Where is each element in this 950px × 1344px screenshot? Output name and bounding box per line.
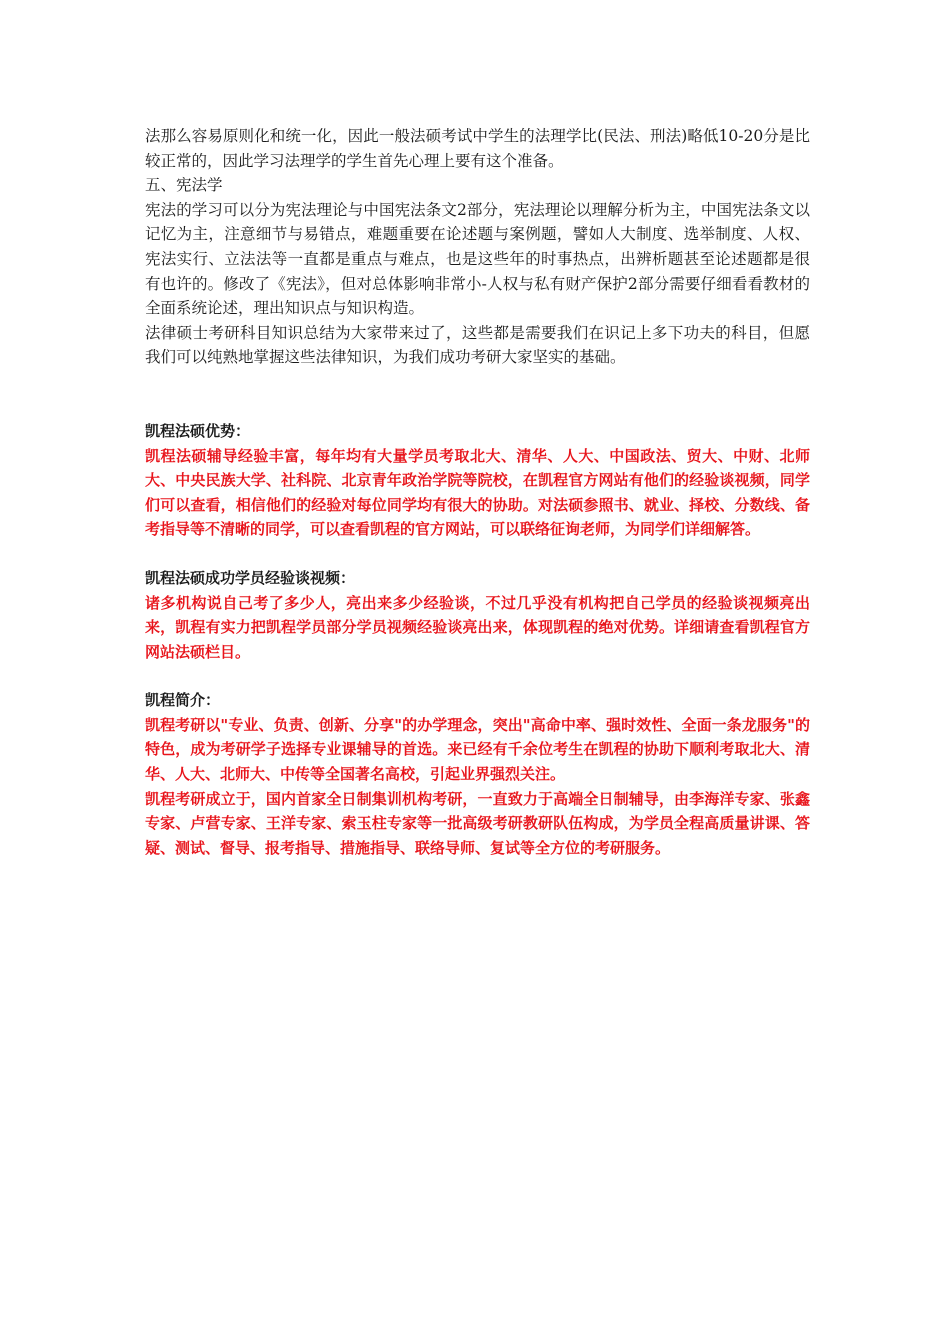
- spacer: [145, 370, 810, 419]
- advantage-heading: 凯程法硕优势：: [145, 421, 251, 440]
- intro-paragraph-jurisprudence: 法那么容易原则化和统一化，因此一般法硕考试中学生的法理学比(民法、刑法)略低10-20分是比较正常的，因此学习法理学的学生首先心理上要有这个准备。: [145, 127, 810, 170]
- kaicheng-intro-paragraph: 凯程考研以"专业、负责、创新、分享"的办学理念，突出"高命中率、强时效性、全面一条龙服务"的特色，成为考研学子选择专业课辅导的首选。来已经有千余位考生在凯程的协助下顺利考取北大、清华、人大、北师大、中传等全国著名高校，引起业界强烈关注。: [145, 715, 810, 784]
- videos-heading: 凯程法硕成功学员经验谈视频：: [145, 568, 356, 587]
- videos-text: 诸多机构说自己考了多少人，亮出来多少经验谈，不过几乎没有机构把自己学员的经验谈视频亮出来，凯程有实力把凯程学员部分学员视频经验谈亮出来，体现凯程的绝对优势。详细请查看凯程官方网站法硕栏目。: [145, 593, 810, 661]
- kaicheng-intro-paragraph: 凯程考研成立于，国内首家全日制集训机构考研，一直致力于高端全日制辅导，由李海洋专家、张鑫专家、卢营专家、王洋专家、索玉柱专家等一批高级考研教研队伍构成，为学员全程高质量讲课、答疑、测试、督导、报考指导、措施指导、联络导师、复试等全方位的考研服务。: [145, 789, 810, 857]
- kaicheng-intro-heading: 凯程简介：: [145, 691, 221, 710]
- document-page: [145, 124, 810, 860]
- spacer: [145, 664, 810, 688]
- spacer: [145, 542, 810, 566]
- section-heading-constitution: 五、宪法学: [145, 176, 223, 195]
- intro-paragraph-summary: 法律硕士考研科目知识总结为大家带来过了，这些都是需要我们在识记上多下功夫的科目，但愿我们可以纯熟地掌握这些法律知识，为我们成功考研大家坚实的基础。: [145, 323, 810, 367]
- intro-paragraph-constitution: 宪法的学习可以分为宪法理论与中国宪法条文2部分，宪法理论以理解分析为主，中国宪法条文以记忆为主，注意细节与易错点，难题重要在论述题与案例题，譬如人大制度、选举制度、人权、宪法实行、立法法等一直都是重点与难点，也是这些年的时事热点，出辨析题甚至论述题都是很有也许的。修改了《宪法》，但对总体影响非常小-人权与私有财产保护2部分需要仔细看看教材的全面系统论述，理出知识点与知识构造。: [145, 200, 810, 318]
- advantage-text: 凯程法硕辅导经验丰富，每年均有大量学员考取北大、清华、人大、中国政法、贸大、中财、北师大、中央民族大学、社科院、北京青年政治学院等院校，在凯程官方网站有他们的经验谈视频，同学们可以查看，相信他们的经验对每位同学均有很大的协助。对法硕参照书、就业、择校、分数线、备考指导等不清晰的同学，可以查看凯程的官方网站，可以联络征询老师，为同学们详细解答。: [145, 446, 810, 539]
